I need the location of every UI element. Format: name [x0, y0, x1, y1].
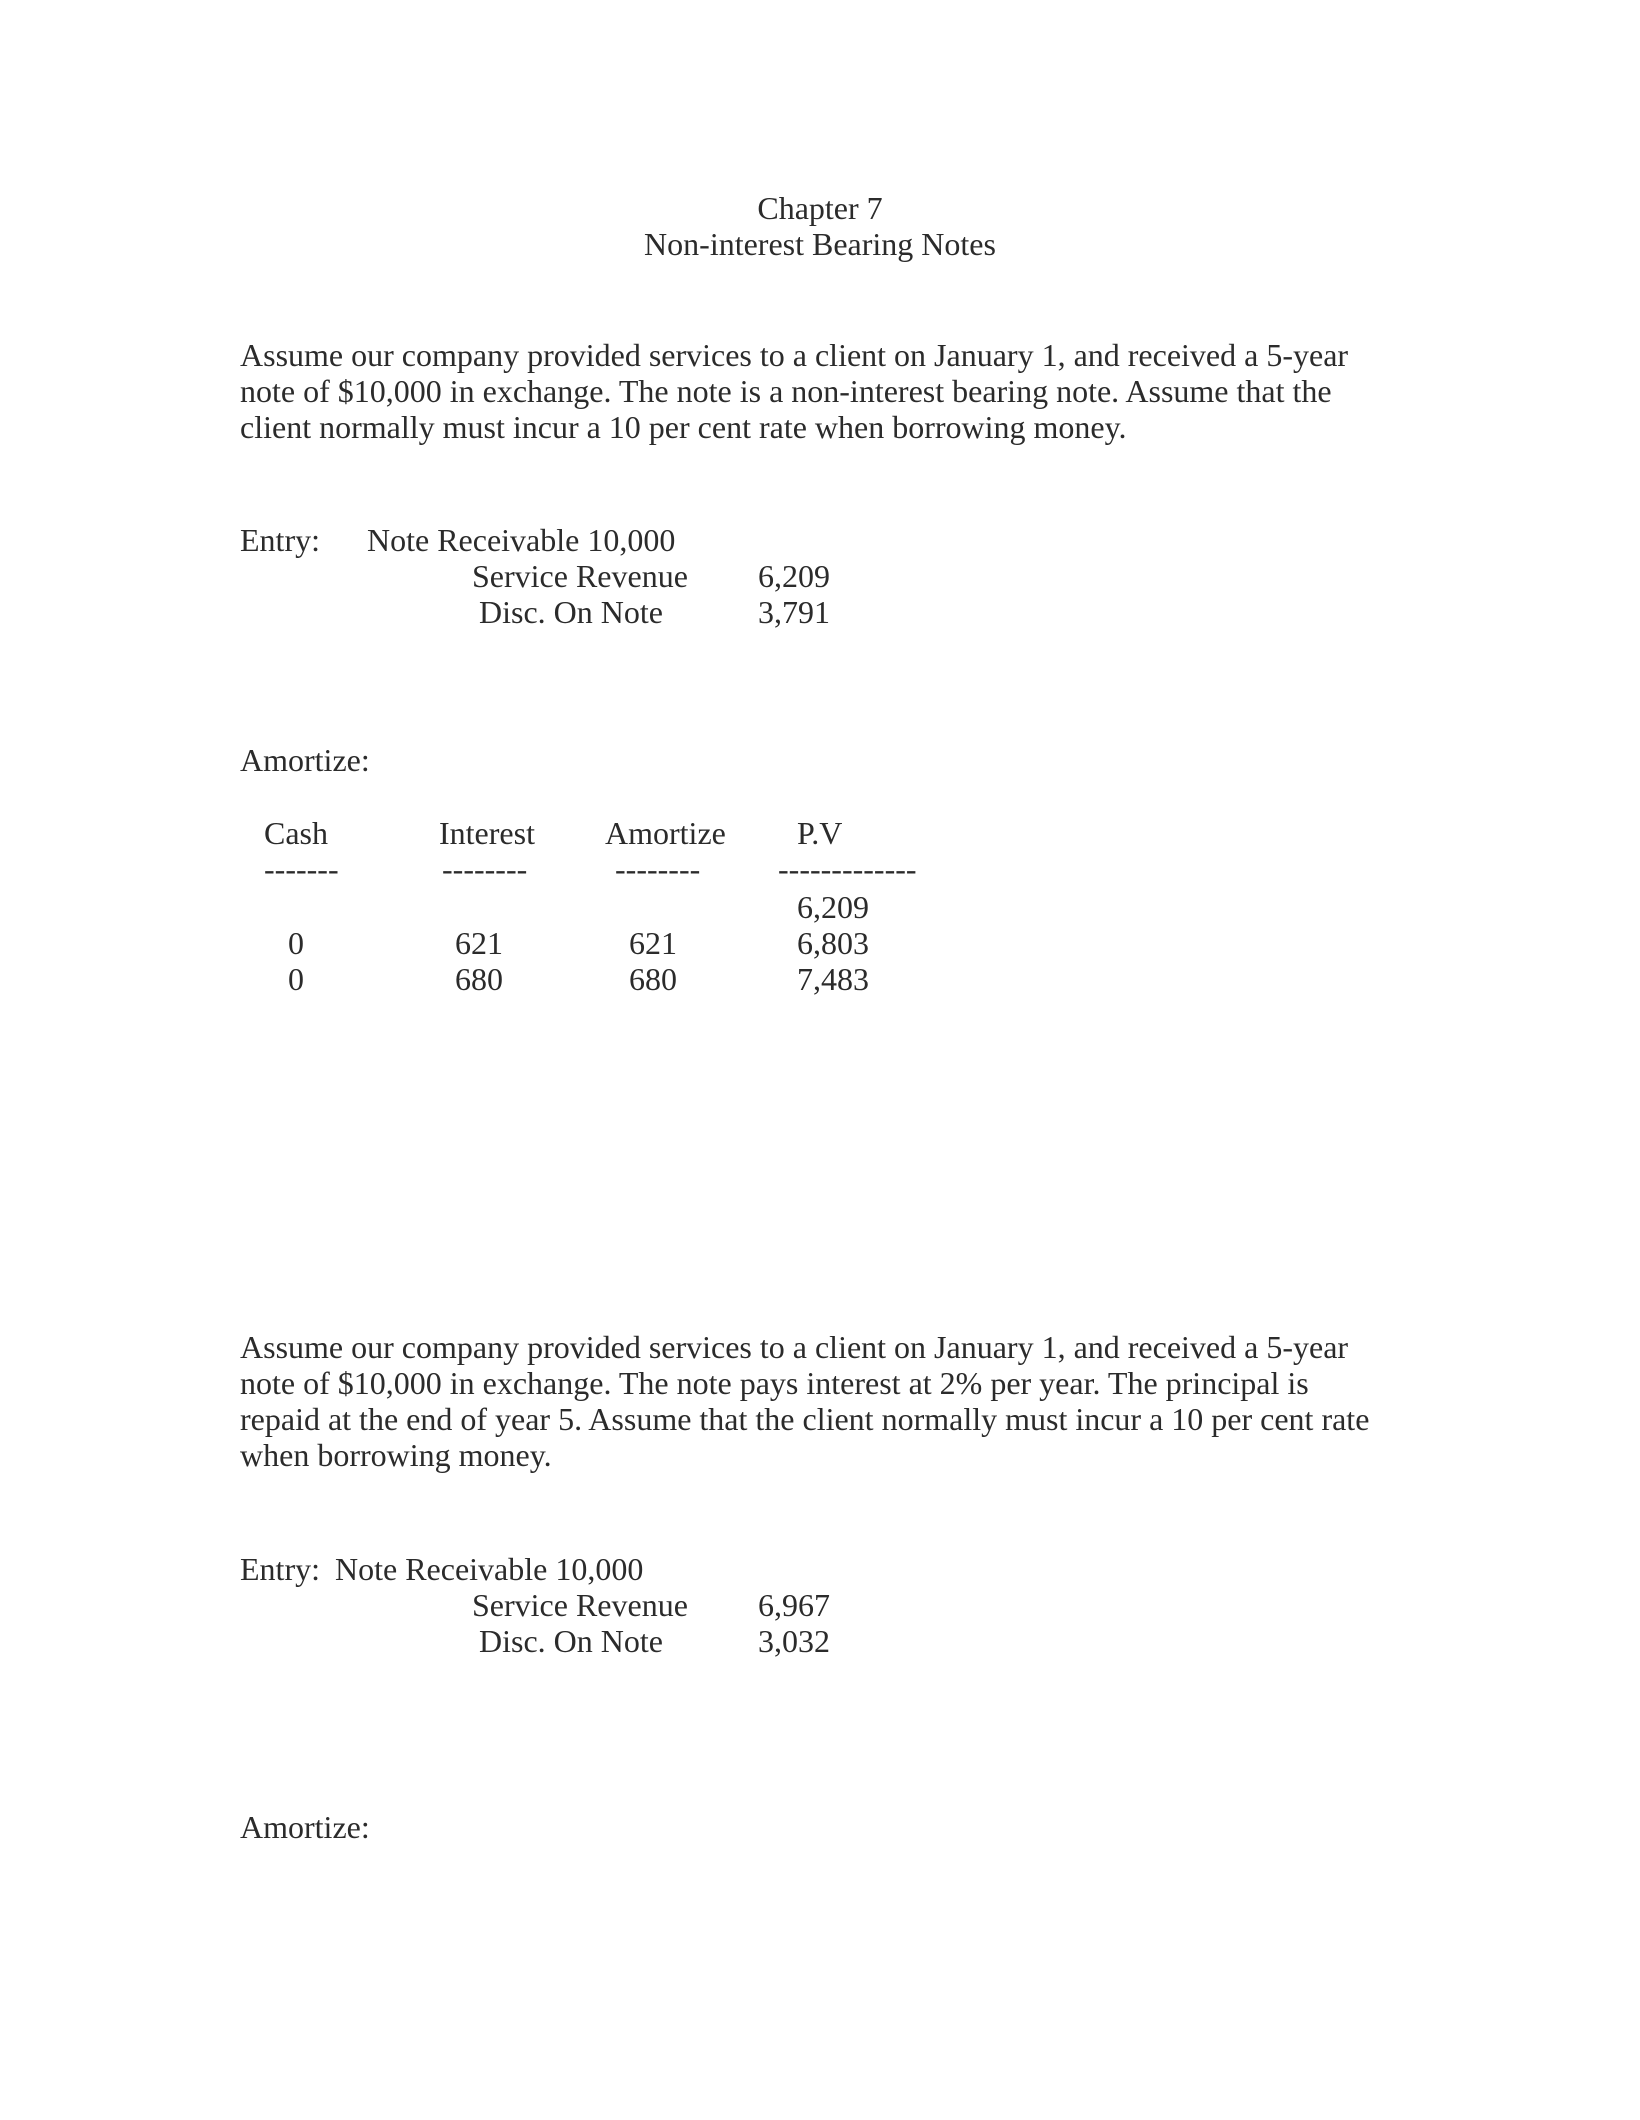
cell-cash: 0	[288, 925, 304, 961]
credit-account-discount: Disc. On Note	[479, 1623, 663, 1659]
paragraph-line: Assume our company provided services to a client on January 1, and received a 5-year	[240, 1329, 1349, 1365]
paragraph-line: when borrowing money.	[240, 1437, 552, 1473]
paragraph-line: repaid at the end of year 5. Assume that the client normally must incur a 10 per cent rate	[240, 1401, 1370, 1437]
credit-account-discount: Disc. On Note	[479, 594, 663, 630]
amortize-label: Amortize:	[240, 1809, 370, 1845]
entry-label: Entry:	[240, 1551, 320, 1587]
cell-cash: 0	[288, 961, 304, 997]
credit-amount-service-revenue: 6,967	[758, 1587, 830, 1623]
amortize-label: Amortize:	[240, 742, 370, 778]
credit-amount-discount: 3,791	[758, 594, 830, 630]
header-amortize: Amortize	[605, 815, 726, 851]
header-cash: Cash	[264, 815, 328, 851]
cell-interest: 680	[455, 961, 503, 997]
paragraph-line: client normally must incur a 10 per cent rate when borrowing money.	[240, 409, 1127, 445]
section1-paragraph	[240, 337, 1400, 445]
credit-account-service-revenue: Service Revenue	[472, 558, 688, 594]
credit-account-service-revenue: Service Revenue	[472, 1587, 688, 1623]
header-pv: P.V	[797, 815, 843, 851]
separator-amortize: --------	[615, 851, 701, 887]
initial-pv: 6,209	[797, 889, 869, 925]
cell-pv: 6,803	[797, 925, 869, 961]
paragraph-line: Assume our company provided services to a client on January 1, and received a 5-year	[240, 337, 1349, 373]
credit-amount-discount: 3,032	[758, 1623, 830, 1659]
entry-label: Entry:	[240, 522, 320, 558]
entry-debit-line: Note Receivable 10,000	[367, 522, 676, 558]
paragraph-line: note of $10,000 in exchange. The note is a non-interest bearing note. Assume that the	[240, 373, 1332, 409]
entry-debit-line: Note Receivable 10,000	[335, 1551, 644, 1587]
credit-amount-service-revenue: 6,209	[758, 558, 830, 594]
cell-amortize: 680	[629, 961, 677, 997]
section2-paragraph	[240, 1329, 1400, 1473]
page-title: Non-interest Bearing Notes	[644, 226, 996, 262]
separator-cash: -------	[264, 851, 339, 887]
header-interest: Interest	[439, 815, 535, 851]
cell-amortize: 621	[629, 925, 677, 961]
paragraph-line: note of $10,000 in exchange. The note pays interest at 2% per year. The principal is	[240, 1365, 1309, 1401]
cell-interest: 621	[455, 925, 503, 961]
separator-pv: -------------	[778, 851, 917, 887]
separator-interest: --------	[442, 851, 528, 887]
chapter-number: Chapter 7	[757, 190, 883, 226]
cell-pv: 7,483	[797, 961, 869, 997]
